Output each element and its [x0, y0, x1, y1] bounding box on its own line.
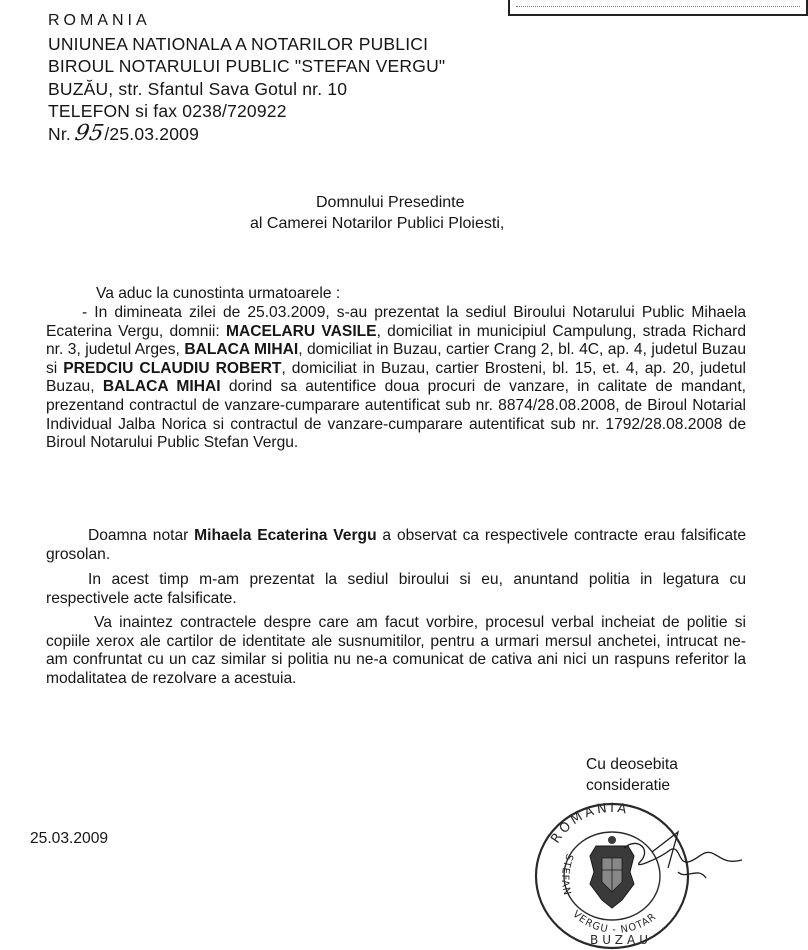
p1-text-g: , domiciliat in Buzau, cartier Brosteni, bl. 15, et. 4, ap. 20, judetul Buzau,	[46, 359, 746, 396]
addressee-institution: al Camerei Notarilor Publici Ploiesti,	[250, 215, 505, 232]
paragraph-3: In acest timp m-am prezentat la sediul biroului si eu, anuntand politia in legatura cu respectivele acte falsificate.	[46, 571, 746, 607]
stamp-city-text: BUZAU	[590, 933, 653, 947]
letterhead-union: UNIUNEA NATIONALA A NOTARILOR PUBLICI	[48, 33, 429, 54]
paragraph-2	[46, 527, 746, 564]
p1-name-balaca-2: BALACA MIHAI	[102, 378, 221, 396]
signature-scribble	[624, 832, 742, 878]
registration-box	[508, 0, 808, 16]
nr-handwritten-number: 95	[72, 120, 106, 146]
p1-text-c: , domiciliat in municipiul Campulung, strada Richard nr. 3, judetul Arges,	[46, 322, 746, 359]
p1-name-predciu: PREDCIU CLAUDIU ROBERT	[63, 359, 282, 377]
addressee-title: Domnului Presedinte	[316, 194, 465, 211]
closing-line-1: Cu deosebita	[586, 756, 678, 773]
letterhead-phone: TELEFON si fax 0238/720922	[48, 101, 287, 122]
stamp-bottom-text: VERGU - NOTAR	[570, 908, 659, 936]
letterhead	[48, 10, 445, 146]
closing-line-2: consideratie	[586, 777, 671, 794]
nr-prefix: Nr.	[48, 123, 71, 144]
registration-field	[516, 0, 800, 7]
p1-text-e: , domiciliat in Buzau, cartier Crang 2, bl. 4C, ap. 4, judetul Buzau si	[46, 341, 747, 377]
stamp-top-text: ROMANIA	[548, 800, 631, 847]
stamp-left-text: STEFAN	[559, 852, 575, 898]
letter-date: 25.03.2009	[30, 830, 109, 847]
registration-number-line	[48, 120, 445, 146]
paragraph-1	[46, 304, 746, 453]
letterhead-office: BIROUL NOTARULUI PUBLIC "STEFAN VERGU"	[48, 56, 446, 77]
p2-text-a: Doamna notar	[88, 527, 195, 544]
registration-prefix	[518, 0, 531, 1]
letterhead-address: BUZĂU, str. Sfantul Sava Gotul nr. 10	[48, 78, 348, 99]
p1-name-balaca: BALACA MIHAI	[184, 341, 299, 359]
letterhead-country: ROMANIA	[48, 12, 151, 29]
p1-text-i: dorind sa autentifice doua procuri de vanzare, in calitate de mandant, prezentand contractul de vanzare-cumparare autentificat sub nr. 8874/28.08.2008, de Biroul Notarial Individual Jalba Norica si contractul de vanzare-cumparare autentificat sub nr. 1792/28.08.2008 de Biroul Notarului Public Stefan Vergu.	[46, 378, 746, 452]
nr-date: /25.03.2009	[104, 123, 200, 144]
p2-text-c: a observat ca respectivele contracte erau falsificate grosolan.	[46, 527, 746, 563]
coat-of-arms-icon	[590, 836, 634, 908]
notary-stamp	[528, 792, 748, 950]
p1-text-a: - In dimineata zilei de 25.03.2009, s-au prezentat la sediul Biroului Notarului Public Mihaela Ecaterina Vergu, domnii:	[46, 304, 746, 340]
p1-name-macelaru: MACELARU VASILE	[225, 322, 377, 340]
p2-name-notary: Mihaela Ecaterina Vergu	[194, 527, 377, 544]
paragraph-4: Va inaintez contractele despre care am facut vorbire, procesul verbal incheiat de politie si copiile xerox ale cartilor de identitate ale susnumitilor, pentru a urmari mersul anchetei, intrucat ne-am confruntat cu un caz similar si politia nu ne-a comunicat de cativa ani nici un raspuns referitor la modalitatea de rezolvare a acestuia.	[46, 614, 746, 687]
letter-intro: Va aduc la cunostinta urmatoarele :	[96, 285, 341, 302]
